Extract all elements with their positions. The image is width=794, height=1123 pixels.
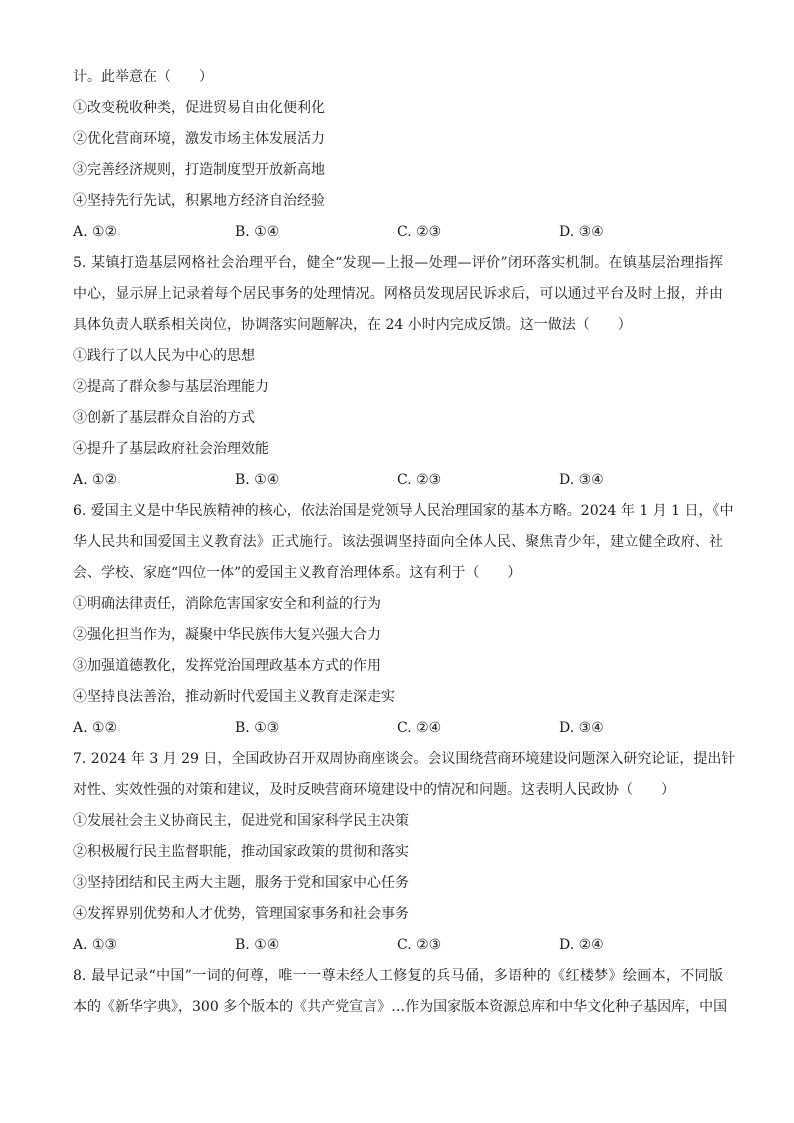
answer-choice-b: B. ①④ [235, 937, 280, 953]
question-6-stem-line: 华人民共和国爱国主义教育法》正式施行。该法强调坚持面向全体人民、聚焦青少年，建立健全政府、社 [73, 534, 723, 550]
answer-choice-d: D. ②④ [559, 937, 604, 953]
question-6-option-4: ④坚持良法善治，推动新时代爱国主义教育走深走实 [73, 689, 395, 705]
question-8 [73, 961, 728, 1023]
answer-choice-a: A. ①② [73, 224, 118, 240]
question-7-stem-line: 对性、实效性强的对策和建议，及时反映营商环境建设中的情况和问题。这表明人民政协（ ） [73, 782, 675, 798]
answer-choice-c: C. ②③ [397, 472, 442, 488]
question-8-stem-line: 8. 最早记录“中国”一词的何尊，唯一一尊未经人工修复的兵马俑，多语种的《红楼梦》绘画本，不同版 [73, 968, 723, 984]
answer-choice-a: A. ①② [73, 472, 118, 488]
question-6-answers [73, 713, 723, 744]
answer-choice-b: B. ①③ [235, 720, 280, 736]
answer-choice-a: A. ①③ [73, 937, 118, 953]
answer-choice-c: C. ②③ [397, 224, 442, 240]
question-6 [73, 496, 734, 744]
page-content [73, 62, 736, 1023]
question-4-stem-line: 计。此举意在（ ） [73, 69, 213, 85]
question-6-option-1: ①明确法律责任，消除危害国家安全和利益的行为 [73, 596, 381, 612]
question-8-stem-line: 本的《新华字典》，300 多个版本的《共产党宣言》…作为国家版本资源总库和中华文化种子基因库，中国 [73, 999, 728, 1015]
question-7 [73, 744, 736, 961]
answer-choice-a: A. ①② [73, 720, 118, 736]
question-5-stem-line: 5. 某镇打造基层网格社会治理平台，健全“发现—上报—处理—评价”闭环落实机制。在镇基层治理指挥 [73, 255, 723, 271]
question-5-option-1: ①践行了以人民为中心的思想 [73, 348, 255, 364]
question-4-option-3: ③完善经济规则，打造制度型开放新高地 [73, 162, 325, 178]
answer-choice-d: D. ③④ [559, 472, 604, 488]
question-5-stem-line: 中心，显示屏上记录着每个居民事务的处理情况。网格员发现居民诉求后，可以通过平台及时上报，并由 [73, 286, 723, 302]
question-5-answers [73, 465, 723, 496]
question-7-stem-line: 7. 2024 年 3 月 29 日，全国政协召开双周协商座谈会。会议围绕营商环境建设问题深入研究论证，提出针 [73, 751, 736, 767]
question-5-stem-line: 具体负责人联系相关岗位，协调落实问题解决，在 24 小时内完成反馈。这一做法（ ） [73, 317, 632, 333]
question-4-option-4: ④坚持先行先试，积累地方经济自治经验 [73, 193, 325, 209]
question-7-option-1: ①发展社会主义协商民主，促进党和国家科学民主决策 [73, 813, 409, 829]
question-7-option-4: ④发挥界别优势和人才优势，管理国家事务和社会事务 [73, 906, 409, 922]
question-6-option-3: ③加强道德教化，发挥党治国理政基本方式的作用 [73, 658, 381, 674]
answer-choice-b: B. ①④ [235, 472, 280, 488]
question-7-option-2: ②积极履行民主监督职能，推动国家政策的贯彻和落实 [73, 844, 409, 860]
question-4-answers [73, 217, 723, 248]
answer-choice-c: C. ②④ [397, 720, 442, 736]
question-6-stem-line: 会、学校、家庭“四位一体”的爱国主义教育治理体系。这有利于（ ） [73, 565, 522, 581]
answer-choice-c: C. ②③ [397, 937, 442, 953]
question-6-option-2: ②强化担当作为，凝聚中华民族伟大复兴强大合力 [73, 627, 381, 643]
question-5 [73, 248, 723, 496]
answer-choice-b: B. ①④ [235, 224, 280, 240]
answer-choice-d: D. ③④ [559, 224, 604, 240]
question-6-stem-line: 6. 爱国主义是中华民族精神的核心，依法治国是党领导人民治理国家的基本方略。2024 年 1 月 1 日，《中 [73, 503, 734, 519]
question-7-answers [73, 930, 723, 961]
question-5-option-3: ③创新了基层群众自治的方式 [73, 410, 255, 426]
question-4-option-1: ①改变税收种类，促进贸易自由化便利化 [73, 100, 325, 116]
answer-choice-d: D. ③④ [559, 720, 604, 736]
question-5-option-2: ②提高了群众参与基层治理能力 [73, 379, 269, 395]
question-4-option-2: ②优化营商环境，激发市场主体发展活力 [73, 131, 325, 147]
question-7-option-3: ③坚持团结和民主两大主题，服务于党和国家中心任务 [73, 875, 409, 891]
question-4 [73, 62, 723, 248]
question-5-option-4: ④提升了基层政府社会治理效能 [73, 441, 269, 457]
